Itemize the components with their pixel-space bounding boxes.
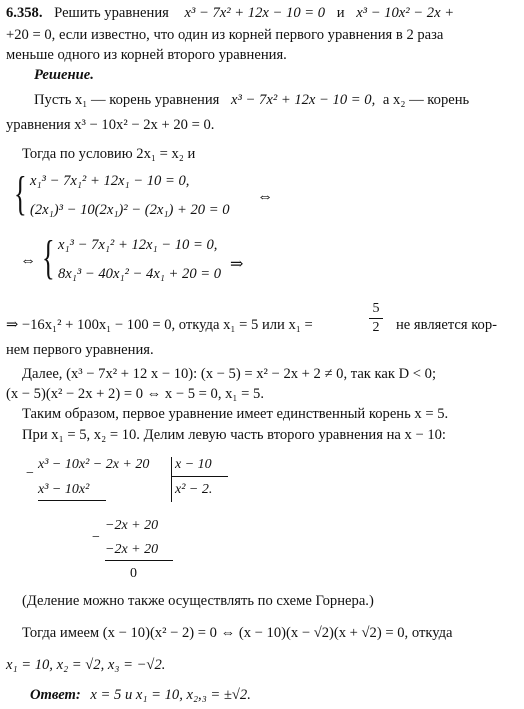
line-1-text-a: Пусть x₁ — корень уравнения [34,92,220,108]
equation-a: x³ − 7x² + 12x − 10 = 0 [184,5,326,21]
solution-line-5: нем первого уравнения. [6,342,154,358]
division-zero: 0 [130,566,137,581]
division-subtrahend-2: −2x + 20 [105,542,159,557]
solution-line-12: x₁ = 10, x₂ = √2, x₃ = −√2. [6,657,166,673]
and-word: и [336,5,345,21]
system-2-row-2: 8x₁³ − 40x₁² − 4x₁ + 20 = 0 [58,266,222,282]
solution-line-7: (x − 5)(x² − 2x + 2) = 0 ⇔ x − 5 = 0, x₁ = 5. [6,386,264,402]
answer-value: x = 5 и x₁ = 10, x₂,₃ = ±√2. [90,687,251,703]
solution-line-1 [34,91,469,109]
equivalence-arrow-2: ⇔ [20,252,36,269]
solution-line-2: уравнения x³ − 10x² − 2x + 20 = 0. [6,117,215,133]
fraction-denominator: 2 [372,320,380,335]
division-minus-1: − [26,466,34,481]
solution-line-8: Таким образом, первое уравнение имеет единственный корень x = 5. [22,406,449,422]
system-2-brace: { [42,231,55,284]
equivalence-arrow-1: ⇔ [257,188,273,205]
answer-line [30,686,251,704]
division-underline-2 [105,560,173,561]
solution-heading: Решение. [34,67,94,83]
division-subtrahend-1: x³ − 10x² [38,482,90,497]
solution-line-4a: ⇒ −16x₁² + 100x₁ − 100 = 0, откуда x₁ = 5 или x₁ = [6,317,313,333]
line-1-text-b: а x₂ — корень [382,92,470,108]
problem-line-3: меньше одного из корней второго уравнения. [6,47,287,63]
solution-line-10: (Деление можно также осуществлять по схеме Горнера.) [22,593,374,609]
solution-line-3: Тогда по условию 2x₁ = x₂ и [22,146,196,162]
solution-line-4b: не является кор- [396,317,498,333]
solution-line-6: Далее, (x³ − 7x² + 12 x − 10): (x − 5) = x² − 2x + 2 ≠ 0, так как D < 0; [22,366,437,382]
division-vertical-bar [171,457,172,502]
line-1-equation: x³ − 7x² + 12x − 10 = 0, [231,92,376,108]
fraction-bar [369,318,383,319]
division-minus-2: − [92,530,100,545]
division-quotient: x² − 2. [175,482,213,497]
division-divisor-line [172,476,228,477]
system-2-row-1: x₁³ − 7x₁² + 12x₁ − 10 = 0, [58,237,218,253]
fraction-numerator: 5 [372,301,380,316]
system-1-brace: { [14,167,27,220]
problem-number: 6.358. [6,5,43,21]
problem-statement-1: Решить уравнения [54,5,169,21]
solution-line-11: Тогда имеем (x − 10)(x² − 2) = 0 ⇔ (x − 10)(x − √2)(x + √2) = 0, откуда [22,625,453,641]
problem-line-1 [6,4,454,22]
division-remainder-1: −2x + 20 [105,518,159,533]
system-1-row-2: (2x₁)³ − 10(2x₁)² − (2x₁) + 20 = 0 [30,202,230,218]
division-underline-1 [38,500,106,501]
solution-line-9: При x₁ = 5, x₂ = 10. Делим левую часть второго уравнения на x − 10: [22,427,446,443]
answer-label: Ответ: [30,687,81,703]
division-dividend: x³ − 10x² − 2x + 20 [38,457,150,472]
fraction-five-halves [369,301,383,336]
system-1-row-1: x₁³ − 7x₁² + 12x₁ − 10 = 0, [30,173,190,189]
equation-b-start: x³ − 10x² − 2x + [356,5,455,21]
problem-line-2: +20 = 0, если известно, что один из корней первого уравнения в 2 раза [6,27,444,43]
division-divisor: x − 10 [175,457,212,472]
implies-arrow: ⇒ [230,256,244,273]
